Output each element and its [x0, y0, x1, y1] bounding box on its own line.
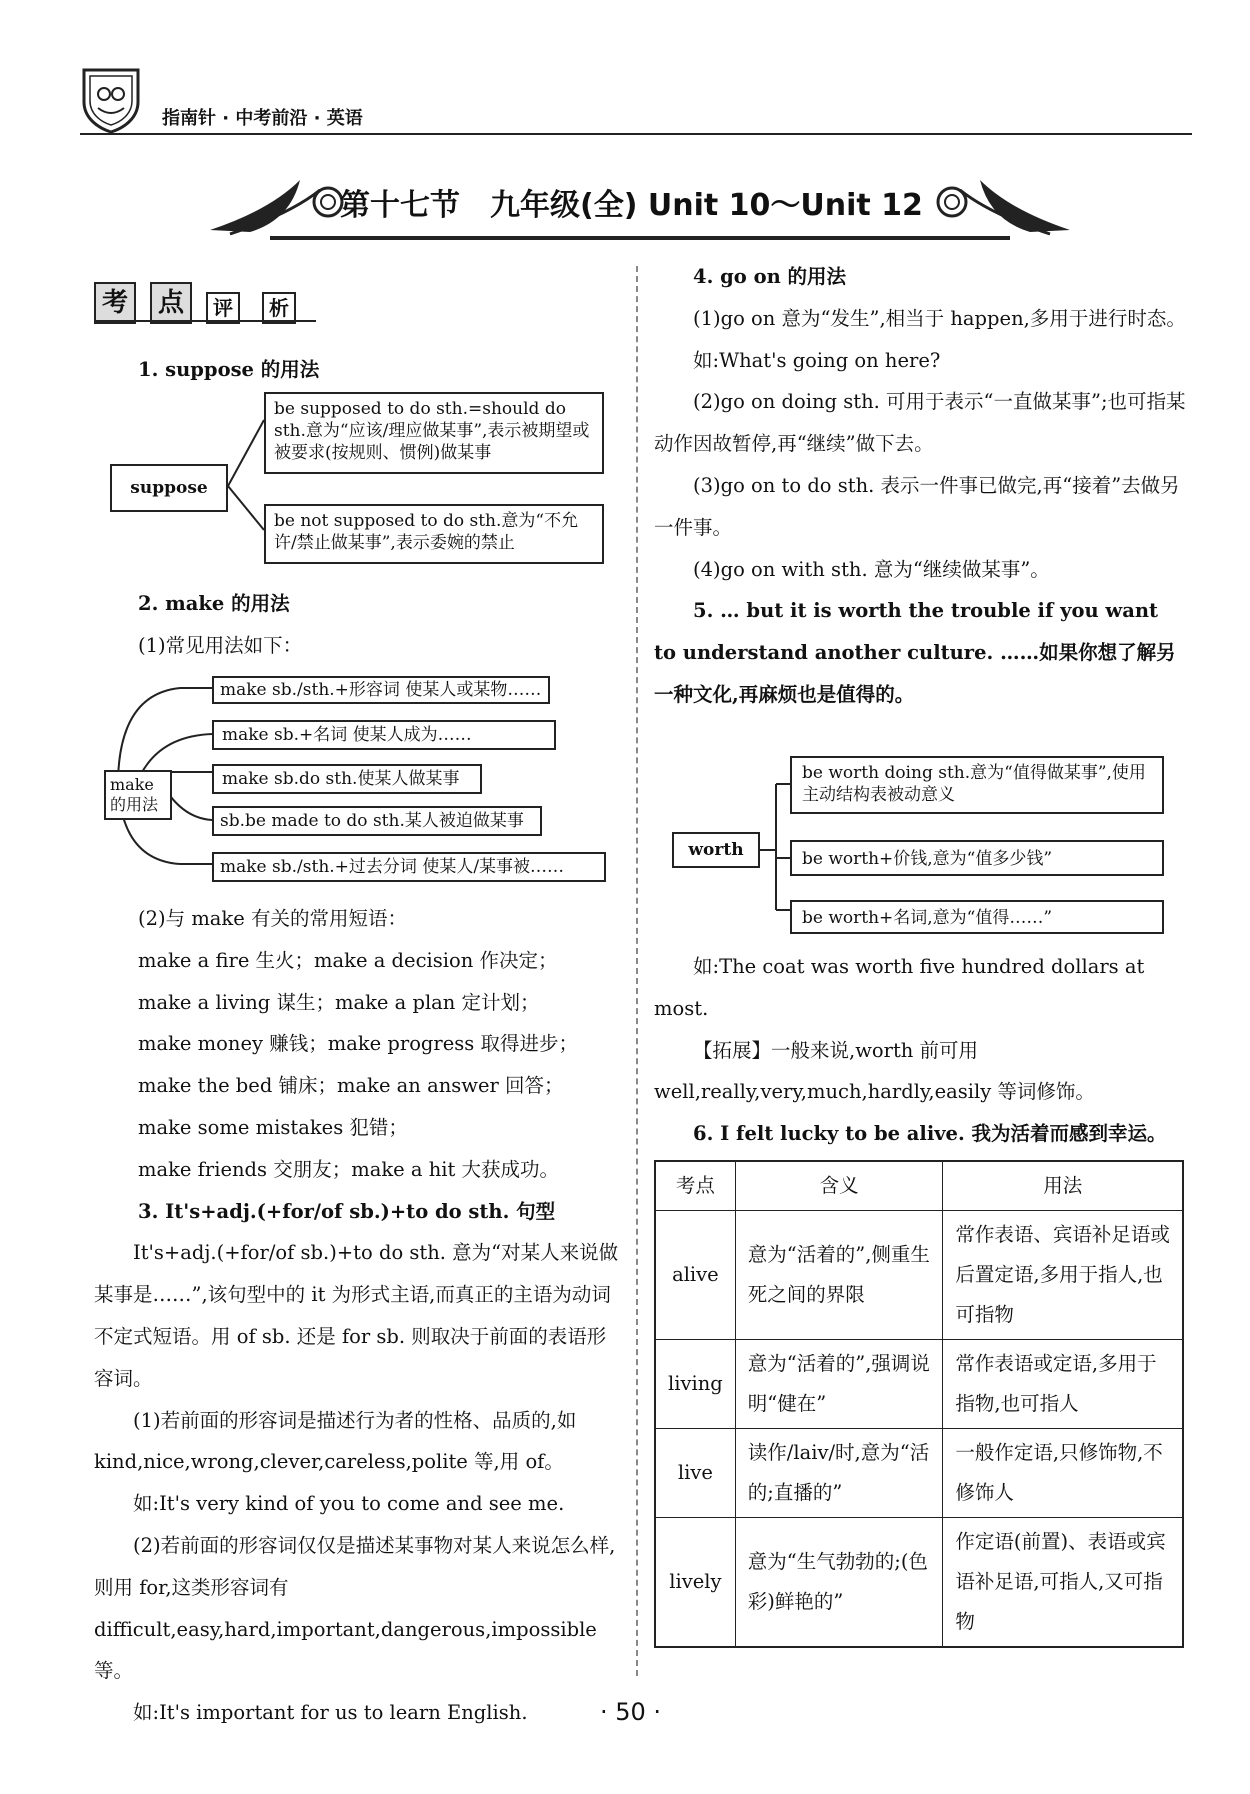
its-adj-example: 如:It's very kind of you to come and see me. [133, 1492, 565, 1516]
make-heading: 2. make 的用法 [138, 592, 290, 615]
its-adj-heading: 3. It's+adj.(+for/of sb.)+to do sth. 句型 [138, 1199, 556, 1223]
suppose-connectors [228, 400, 268, 540]
make-phrase-line: make a living 谋生；make a plan 定计划； [138, 990, 540, 1014]
alive-heading: 6. I felt lucky to be alive. 我为活着而感到幸运。 [693, 1122, 1167, 1146]
table-cell: alive [655, 1211, 735, 1340]
go-on-heading: 4. go on 的用法 [693, 265, 847, 288]
column-divider [636, 266, 638, 1676]
table-cell: 意为“活着的”,强调说明“健在” [735, 1340, 943, 1429]
make-phrase-line: make the bed 铺床；make an answer 回答； [138, 1074, 564, 1098]
table-header-cell: 含义 [735, 1161, 943, 1211]
worth-heading: 5. … but it is worth the trouble if you want to understand another culture. ……如果你想了解另一种文化,再麻烦也是值得的。 [654, 599, 1176, 706]
table-cell: 意为“生气勃勃的;(色彩)鲜艳的” [735, 1518, 943, 1648]
go-on-example: 如:What's going on here? [693, 348, 941, 372]
section-tag-char: 评 [206, 292, 240, 324]
make-usage-node: sb.be made to do sth.某人被迫做某事 [212, 806, 542, 836]
table-cell: lively [655, 1518, 735, 1648]
worth-usage-node: be worth doing sth.意为“值得做某事”,使用主动结构表被动意义 [790, 756, 1164, 814]
go-on-block [654, 256, 1186, 716]
table-row [655, 1340, 1183, 1429]
alive-comparison-table [654, 1160, 1184, 1648]
section-tag-char: 点 [150, 282, 192, 324]
table-header-cell: 用法 [943, 1161, 1183, 1211]
go-on-paragraph: (4)go on with sth. 意为“继续做某事”。 [693, 557, 1050, 581]
make-subheading-1: (1)常见用法如下： [138, 634, 303, 657]
make-usage-node: make sb./sth.+过去分词 使某人/某事被…… [212, 852, 606, 882]
table-row [655, 1211, 1183, 1340]
worth-example: 如:The coat was worth five hundred dollars at most. [654, 955, 1145, 1020]
make-phrase-line: make a fire 生火；make a decision 作决定； [138, 948, 558, 972]
table-header-row [655, 1161, 1183, 1211]
publisher-logo [80, 66, 142, 134]
make-subheading-2: (2)与 make 有关的常用短语： [138, 907, 407, 930]
make-phrases-block [94, 898, 624, 1734]
its-adj-example: 如:It's important for us to learn English. [133, 1701, 528, 1725]
worth-root-node: worth [672, 832, 760, 868]
header-divider [80, 133, 1192, 135]
its-adj-paragraph: (1)若前面的形容词是描述行为者的性格、品质的,如 kind,nice,wrong,clever,careless,polite 等,用 of。 [94, 1408, 577, 1474]
go-on-paragraph: (3)go on to do sth. 表示一件事已做完,再“接着”去做另一件事。 [654, 473, 1180, 539]
table-cell: 常作表语或定语,多用于指物,也可指人 [943, 1340, 1183, 1429]
shield-owl-logo-icon [80, 66, 142, 134]
go-on-paragraph: (1)go on 意为“发生”,相当于 happen,多用于进行时态。 [693, 306, 1186, 330]
suppose-heading: 1. suppose 的用法 [138, 358, 320, 381]
go-on-paragraph: (2)go on doing sth. 可用于表示“一直做某事”;也可指某动作因故暂停,再“继续”做下去。 [654, 390, 1186, 456]
suppose-root-node: suppose [110, 464, 228, 512]
make-usage-node: make sb.do sth.使某人做某事 [212, 764, 482, 794]
worth-notes-block [654, 946, 1186, 1155]
table-cell: 一般作定语,只修饰物,不修饰人 [943, 1429, 1183, 1518]
make-phrase-line: make money 赚钱；make progress 取得进步； [138, 1032, 578, 1056]
its-adj-paragraph: It's+adj.(+for/of sb.)+to do sth. 意为“对某人来说做某事是……”,该句型中的 it 为形式主语,而真正的主语为动词不定式短语。用 of sb. 还是 for sb. 则取决于前面的表语形容词。 [94, 1241, 619, 1390]
make-root-node: make 的用法 [104, 770, 172, 820]
worth-extension: 【拓展】一般来说,worth 前可用 well,really,very,much,hardly,easily 等词修饰。 [654, 1038, 1095, 1104]
make-usage-node: make sb.+名词 使某人成为…… [212, 720, 556, 750]
header-series-title: 指南针 · 中考前沿 · 英语 [162, 108, 363, 129]
section-tag-char: 考 [94, 282, 136, 324]
worth-usage-node: be worth+价钱,意为“值多少钱” [790, 840, 1164, 876]
table-cell: live [655, 1429, 735, 1518]
table-row [655, 1518, 1183, 1648]
make-phrase-line: make friends 交朋友；make a hit 大获成功。 [138, 1157, 560, 1181]
worth-usage-node: be worth+名词,意为“值得……” [790, 900, 1164, 934]
section-tag-char: 析 [262, 292, 296, 324]
its-adj-paragraph: (2)若前面的形容词仅仅是描述某事物对某人来说怎么样,则用 for,这类形容词有 difficult,easy,hard,important,dangerous,impossible 等。 [94, 1533, 616, 1683]
make-phrase-line: make some mistakes 犯错； [138, 1115, 408, 1139]
page-number: · 50 · [600, 1698, 662, 1726]
section-tag-underline [94, 320, 316, 322]
section-title: 第十七节 九年级(全) Unit 10～Unit 12 [340, 188, 923, 223]
table-cell: 作定语(前置)、表语或宾语补足语,可指人,又可指物 [943, 1518, 1183, 1648]
table-cell: 常作表语、宾语补足语或后置定语,多用于指人,也可指物 [943, 1211, 1183, 1340]
suppose-branch-node: be not supposed to do sth.意为“不允许/禁止做某事”,表示委婉的禁止 [264, 504, 604, 564]
table-cell: living [655, 1340, 735, 1429]
table-row [655, 1429, 1183, 1518]
table-header-cell: 考点 [655, 1161, 735, 1211]
suppose-branch-node: be supposed to do sth.=should do sth.意为“应该/理应做某事”,表示被期望或被要求(按规则、惯例)做某事 [264, 392, 604, 474]
table-cell: 读作/laiv/时,意为“活的;直播的” [735, 1429, 943, 1518]
table-cell: 意为“活着的”,侧重生死之间的界限 [735, 1211, 943, 1340]
make-usage-node: make sb./sth.+形容词 使某人或某物…… [212, 676, 550, 704]
